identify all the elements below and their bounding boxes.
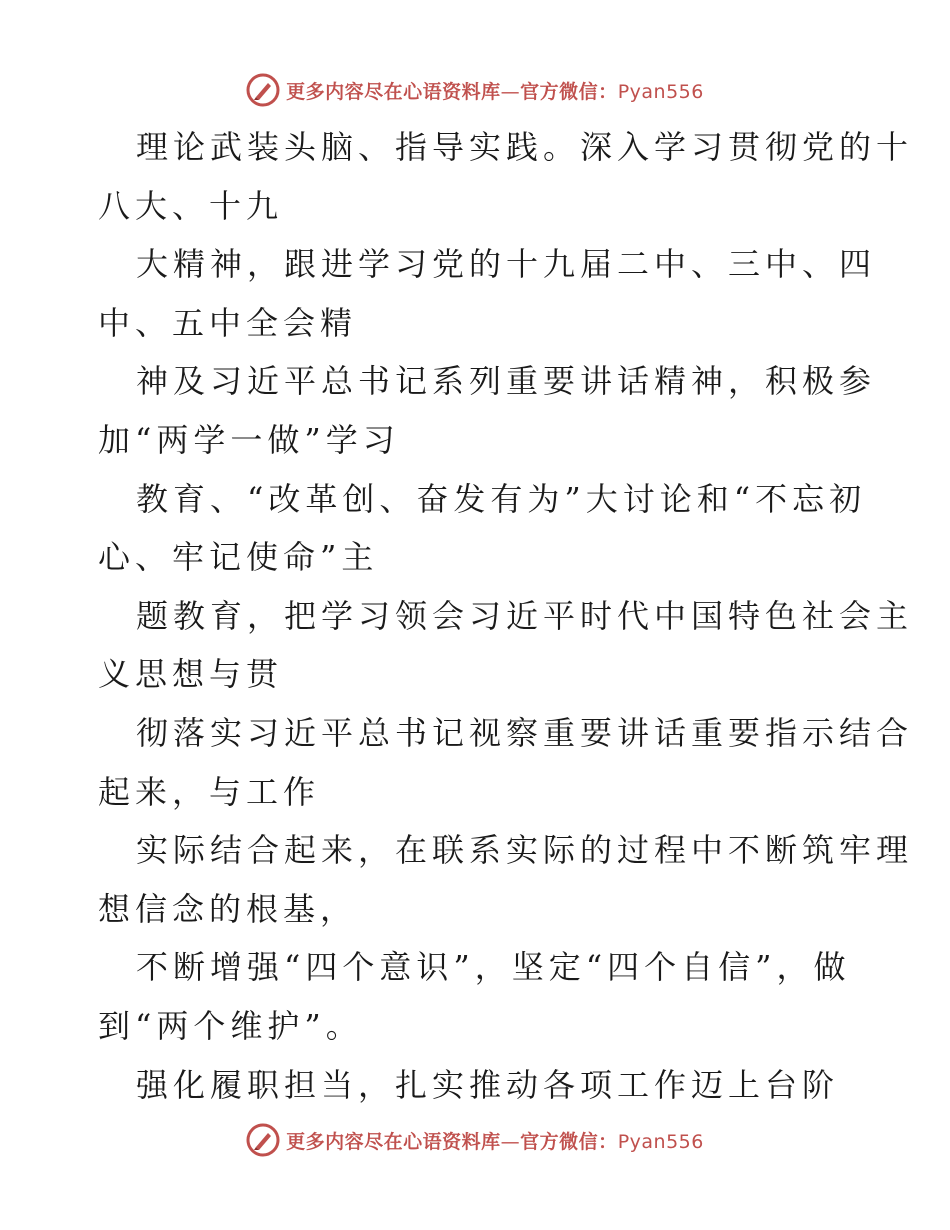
body-line: 到“两个维护”。 [98, 1006, 363, 1045]
body-line: 彻落实习近平总书记视察重要讲话重要指示结合 [136, 713, 914, 752]
body-line: 实际结合起来，在联系实际的过程中不断筑牢理 [136, 831, 914, 870]
banner-site-name: 更多内容尽在心语资料库 [286, 80, 501, 103]
body-line: 起来，与工作 [98, 772, 321, 811]
pen-logo-icon [246, 1123, 280, 1157]
body-line: 教育、“改革创、奋发有为”大讨论和“不忘初 [136, 479, 867, 518]
body-line: 心、牢记使命”主 [98, 538, 379, 577]
banner-wechat-label: 官方微信： [520, 80, 618, 103]
banner-site-name: 更多内容尽在心语资料库 [286, 1130, 501, 1153]
body-line: 题教育，把学习领会习近平时代中国特色社会主 [136, 596, 914, 635]
body-line: 八大、十九 [98, 186, 284, 225]
body-line: 大精神，跟进学习党的十九届二中、三中、四 [136, 245, 877, 284]
banner-wechat-id: Pyan556 [617, 80, 704, 103]
body-line: 理论武装头脑、指导实践。深入学习贯彻党的十 [136, 128, 914, 166]
body-line: 强化履职担当，扎实推动各项工作迈上台阶 [136, 1065, 840, 1104]
banner-text [286, 77, 704, 104]
body-line: 加“两学一做”学习 [98, 420, 400, 459]
banner-wechat-id: Pyan556 [617, 1130, 704, 1153]
banner-wechat-label: 官方微信： [520, 1130, 618, 1153]
header-banner [0, 70, 950, 110]
footer-banner [0, 1120, 950, 1160]
pen-logo-icon [246, 73, 280, 107]
body-line: 义思想与贯 [98, 655, 284, 694]
body-line: 神及习近平总书记系列重要讲话精神，积极参 [136, 362, 877, 401]
body-line: 中、五中全会精 [98, 303, 358, 342]
banner-separator: — [500, 1130, 521, 1153]
body-line: 想信念的根基， [98, 889, 358, 928]
banner-text [286, 1127, 704, 1154]
banner-separator: — [500, 80, 521, 103]
body-line: 不断增强“四个意识”，坚定“四个自信”，做 [136, 948, 851, 987]
document-body [98, 118, 914, 1114]
